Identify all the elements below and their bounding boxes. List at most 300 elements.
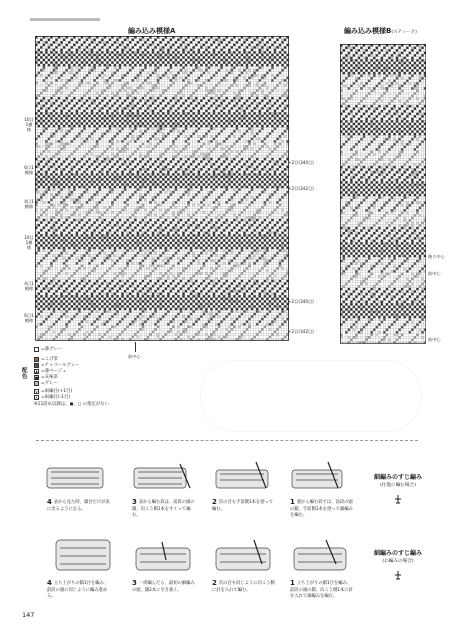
chart-cell (200, 143, 203, 146)
chart-cell (76, 125, 79, 128)
chart-cell (192, 66, 195, 69)
chart-cell (134, 145, 137, 148)
chart-cell (182, 79, 185, 82)
chart-cell (243, 41, 246, 44)
chart-cell (281, 122, 284, 125)
chart-cell (149, 64, 152, 67)
chart-cell (165, 105, 168, 108)
chart-cell (114, 150, 117, 153)
chart-cell (45, 145, 48, 148)
chart-cell (172, 115, 175, 118)
chart-cell (246, 110, 249, 113)
chart-cell (48, 41, 51, 44)
chart-cell (83, 112, 86, 115)
chart-cell (172, 120, 175, 123)
chart-cell (167, 145, 170, 148)
chart-cell (38, 127, 41, 130)
chart-cell (220, 92, 223, 95)
chart-cell (256, 102, 259, 105)
chart-cell (142, 39, 145, 42)
chart-cell (116, 158, 119, 161)
chart-cell (48, 92, 51, 95)
chart-cell (192, 112, 195, 115)
chart-cell (149, 120, 152, 123)
chart-cell (220, 160, 223, 163)
chart-cell (81, 105, 84, 108)
chart-cell (177, 140, 180, 143)
chart-cell (38, 69, 41, 72)
chart-cell (83, 102, 86, 105)
chart-cell (83, 117, 86, 120)
chart-cell (93, 72, 96, 75)
chart-cell (248, 117, 251, 120)
chart-cell (132, 87, 135, 90)
chart-cell (226, 140, 229, 143)
chart-cell (213, 39, 216, 42)
chart-cell (205, 125, 208, 128)
chart-cell (195, 112, 198, 115)
chart-cell (185, 138, 188, 141)
chart-cell (96, 61, 99, 64)
chart-cell (132, 51, 135, 54)
chart-cell (190, 125, 193, 128)
chart-cell (126, 158, 129, 161)
chart-cell (251, 102, 254, 105)
chart-cell (91, 100, 94, 103)
chart-cell (121, 130, 124, 133)
chart-cell (185, 143, 188, 146)
chart-cell (266, 46, 269, 49)
chart-cell (190, 51, 193, 54)
chart-cell (55, 41, 58, 44)
chart-cell (195, 97, 198, 100)
chart-cell (152, 127, 155, 130)
chart-cell (182, 94, 185, 97)
chart-cell (276, 87, 279, 90)
chart-cell (218, 110, 221, 113)
chart-cell (213, 122, 216, 125)
chart-cell (180, 145, 183, 148)
chart-cell (198, 105, 201, 108)
chart-cell (182, 107, 185, 110)
chart-cell (210, 107, 213, 110)
chart-cell (223, 82, 226, 85)
chart-cell (284, 39, 287, 42)
chart-cell (236, 54, 239, 57)
chart-cell (261, 125, 264, 128)
chart-cell (185, 140, 188, 143)
chart-cell (101, 148, 104, 151)
chart-cell (104, 160, 107, 163)
chart-cell (266, 61, 269, 64)
chart-cell (269, 110, 272, 113)
chart-cell (139, 148, 142, 151)
chart-cell (111, 89, 114, 92)
chart-cell (45, 138, 48, 141)
chart-cell (137, 120, 140, 123)
chart-cell (38, 125, 41, 128)
chart-cell (152, 97, 155, 100)
chart-cell (276, 110, 279, 113)
chart-cell (187, 82, 190, 85)
chart-cell (274, 51, 277, 54)
chart-cell (154, 120, 157, 123)
chart-cell (231, 59, 234, 62)
chart-cell (43, 39, 46, 42)
chart-cell (71, 82, 74, 85)
chart-cell (231, 66, 234, 69)
chart-cell (175, 133, 178, 136)
chart-cell (142, 140, 145, 143)
chart-cell (38, 89, 41, 92)
chart-cell (99, 135, 102, 138)
chart-cell (157, 150, 160, 153)
chart-cell (281, 46, 284, 49)
chart-cell (253, 130, 256, 133)
chart-cell (210, 140, 213, 143)
chart-cell (154, 160, 157, 163)
chart-cell (256, 148, 259, 151)
chart-cell (226, 89, 229, 92)
chart-cell (137, 64, 140, 67)
chart-cell (126, 49, 129, 52)
chart-cell (76, 74, 79, 77)
chart-cell (231, 138, 234, 141)
chart-cell (261, 120, 264, 123)
chart-cell (76, 46, 79, 49)
chart-cell (147, 117, 150, 120)
chart-cell (241, 94, 244, 97)
chart-cell (152, 133, 155, 136)
chart-cell (226, 155, 229, 158)
chart-cell (121, 49, 124, 52)
chart-cell (208, 102, 211, 105)
chart-cell (147, 87, 150, 90)
chart-cell (159, 61, 162, 64)
chart-cell (45, 110, 48, 113)
chart-cell (134, 102, 137, 105)
chart-cell (238, 120, 241, 123)
chart-cell (256, 46, 259, 49)
chart-cell (73, 107, 76, 110)
chart-cell (111, 105, 114, 108)
chart-cell (165, 66, 168, 69)
chart-cell (271, 143, 274, 146)
chart-cell (238, 153, 241, 156)
chart-cell (233, 143, 236, 146)
chart-cell (63, 107, 66, 110)
chart-cell (126, 127, 129, 130)
chart-cell (38, 155, 41, 158)
chart-cell (261, 107, 264, 110)
chart-cell (111, 49, 114, 52)
chart-cell (233, 72, 236, 75)
chart-cell (159, 64, 162, 67)
chart-cell (284, 94, 287, 97)
chart-cell (106, 51, 109, 54)
chart-cell (55, 51, 58, 54)
chart-cell (200, 122, 203, 125)
chart-cell (63, 138, 66, 141)
chart-cell (55, 130, 58, 133)
chart-cell (73, 143, 76, 146)
chart-cell (238, 87, 241, 90)
chart-cell (251, 56, 254, 59)
chart-cell (106, 120, 109, 123)
chart-cell (63, 46, 66, 49)
chart-cell (81, 92, 84, 95)
chart-cell (93, 66, 96, 69)
chart-cell (233, 54, 236, 57)
chart-cell (256, 94, 259, 97)
chart-cell (116, 143, 119, 146)
chart-cell (104, 41, 107, 44)
chart-cell (147, 145, 150, 148)
chart-cell (78, 94, 81, 97)
chart-cell (45, 49, 48, 52)
chart-cell (124, 155, 127, 158)
chart-cell (248, 84, 251, 87)
chart-cell (228, 97, 231, 100)
chart-cell (162, 112, 165, 115)
chart-cell (281, 117, 284, 120)
chart-cell (241, 41, 244, 44)
chart-cell (63, 87, 66, 90)
chart-cell (106, 125, 109, 128)
chart-cell (185, 41, 188, 44)
chart-cell (231, 117, 234, 120)
chart-cell (175, 138, 178, 141)
chart-cell (264, 97, 267, 100)
chart-cell (182, 133, 185, 136)
chart-cell (253, 69, 256, 72)
chart-cell (50, 56, 53, 59)
chart-cell (220, 72, 223, 75)
chart-cell (246, 51, 249, 54)
chart-cell (132, 79, 135, 82)
chart-cell (137, 44, 140, 47)
chart-cell (274, 44, 277, 47)
chart-cell (81, 66, 84, 69)
chart-cell (218, 100, 221, 103)
chart-cell (142, 105, 145, 108)
chart-cell (251, 150, 254, 153)
chart-cell (144, 89, 147, 92)
chart-cell (248, 72, 251, 75)
chart-cell (99, 51, 102, 54)
chart-cell (119, 97, 122, 100)
chart-cell (48, 138, 51, 141)
chart-cell (284, 92, 287, 95)
chart-cell (55, 61, 58, 64)
chart-cell (259, 100, 262, 103)
chart-cell (53, 54, 56, 57)
chart-cell (241, 125, 244, 128)
chart-cell (76, 79, 79, 82)
chart-cell (55, 44, 58, 47)
chart-cell (81, 54, 84, 57)
chart-cell (132, 56, 135, 59)
chart-cell (63, 49, 66, 52)
chart-cell (53, 59, 56, 62)
chart-cell (172, 145, 175, 148)
chart-cell (43, 64, 46, 67)
chart-cell (276, 133, 279, 136)
chart-cell (68, 51, 71, 54)
chart-cell (121, 46, 124, 49)
chart-cell (215, 155, 218, 158)
chart-cell (187, 39, 190, 42)
chart-cell (279, 74, 282, 77)
chart-cell (271, 74, 274, 77)
chart-cell (83, 110, 86, 113)
chart-cell (187, 107, 190, 110)
chart-cell (238, 82, 241, 85)
chart-cell (45, 61, 48, 64)
chart-cell (175, 158, 178, 161)
chart-cell (65, 41, 68, 44)
chart-cell (121, 133, 124, 136)
chart-cell (106, 138, 109, 141)
chart-cell (40, 158, 43, 161)
chart-cell (276, 59, 279, 62)
chart-cell (86, 155, 89, 158)
chart-cell (190, 110, 193, 113)
chart-cell (149, 44, 152, 47)
chart-cell (157, 102, 160, 105)
chart-cell (134, 125, 137, 128)
chart-cell (154, 105, 157, 108)
chart-cell (256, 39, 259, 42)
chart-cell (213, 107, 216, 110)
chart-cell (170, 66, 173, 69)
chart-cell (124, 117, 127, 120)
chart-cell (192, 97, 195, 100)
chart-cell (71, 49, 74, 52)
chart-cell (116, 112, 119, 115)
chart-cell (154, 56, 157, 59)
chart-cell (40, 49, 43, 52)
chart-cell (236, 117, 239, 120)
chart-cell (167, 133, 170, 136)
chart-cell (261, 69, 264, 72)
chart-cell (187, 77, 190, 80)
chart-cell (101, 135, 104, 138)
chart-cell (149, 155, 152, 158)
chart-cell (182, 39, 185, 42)
chart-cell (121, 107, 124, 110)
chart-cell (58, 44, 61, 47)
chart-cell (53, 72, 56, 75)
chart-cell (152, 69, 155, 72)
chart-cell (68, 130, 71, 133)
chart-cell (203, 133, 206, 136)
chart-cell (210, 135, 213, 138)
chart-cell (198, 89, 201, 92)
chart-cell (60, 92, 63, 95)
chart-cell (104, 155, 107, 158)
chart-cell (134, 61, 137, 64)
chart-cell (256, 153, 259, 156)
chart-cell (152, 160, 155, 163)
chart-cell (124, 125, 127, 128)
chart-cell (73, 77, 76, 80)
chart-cell (259, 77, 262, 80)
chart-cell (114, 127, 117, 130)
chart-cell (231, 130, 234, 133)
chart-cell (200, 54, 203, 57)
chart-cell (228, 117, 231, 120)
chart-cell (170, 64, 173, 67)
chart-cell (236, 138, 239, 141)
chart-cell (154, 107, 157, 110)
chart-cell (256, 74, 259, 77)
chart-cell (149, 115, 152, 118)
chart-cell (137, 127, 140, 130)
chart-cell (195, 82, 198, 85)
chart-cell (154, 130, 157, 133)
chart-cell (190, 122, 193, 125)
chart-cell (228, 64, 231, 67)
chart-cell (45, 120, 48, 123)
chart-cell (65, 61, 68, 64)
chart-cell (233, 140, 236, 143)
chart-cell (218, 74, 221, 77)
chart-cell (99, 61, 102, 64)
chart-cell (236, 49, 239, 52)
chart-cell (180, 133, 183, 136)
chart-cell (149, 133, 152, 136)
chart-cell (55, 112, 58, 115)
chart-cell (132, 122, 135, 125)
chart-cell (215, 46, 218, 49)
chart-cell (248, 143, 251, 146)
chart-cell (213, 127, 216, 130)
chart-cell (266, 39, 269, 42)
chart-cell (243, 61, 246, 64)
chart-cell (246, 72, 249, 75)
chart-cell (233, 74, 236, 77)
chart-cell (231, 110, 234, 113)
chart-cell (259, 148, 262, 151)
chart-cell (228, 94, 231, 97)
chart-cell (198, 130, 201, 133)
chart-cell (259, 120, 262, 123)
chart-cell (142, 66, 145, 69)
chart-cell (101, 51, 104, 54)
chart-cell (223, 122, 226, 125)
chart-cell (91, 77, 94, 80)
chart-cell (269, 54, 272, 57)
chart-cell (88, 120, 91, 123)
chart-cell (243, 130, 246, 133)
chart-cell (165, 130, 168, 133)
chart-cell (116, 150, 119, 153)
chart-cell (50, 92, 53, 95)
chart-cell (50, 150, 53, 153)
chart-cell (243, 77, 246, 80)
chart-cell (50, 112, 53, 115)
chart-cell (165, 56, 168, 59)
chart-cell (266, 82, 269, 85)
chart-cell (200, 150, 203, 153)
chart-cell (55, 138, 58, 141)
chart-cell (190, 94, 193, 97)
chart-cell (48, 160, 51, 163)
chart-cell (157, 56, 160, 59)
chart-cell (170, 61, 173, 64)
chart-cell (210, 82, 213, 85)
